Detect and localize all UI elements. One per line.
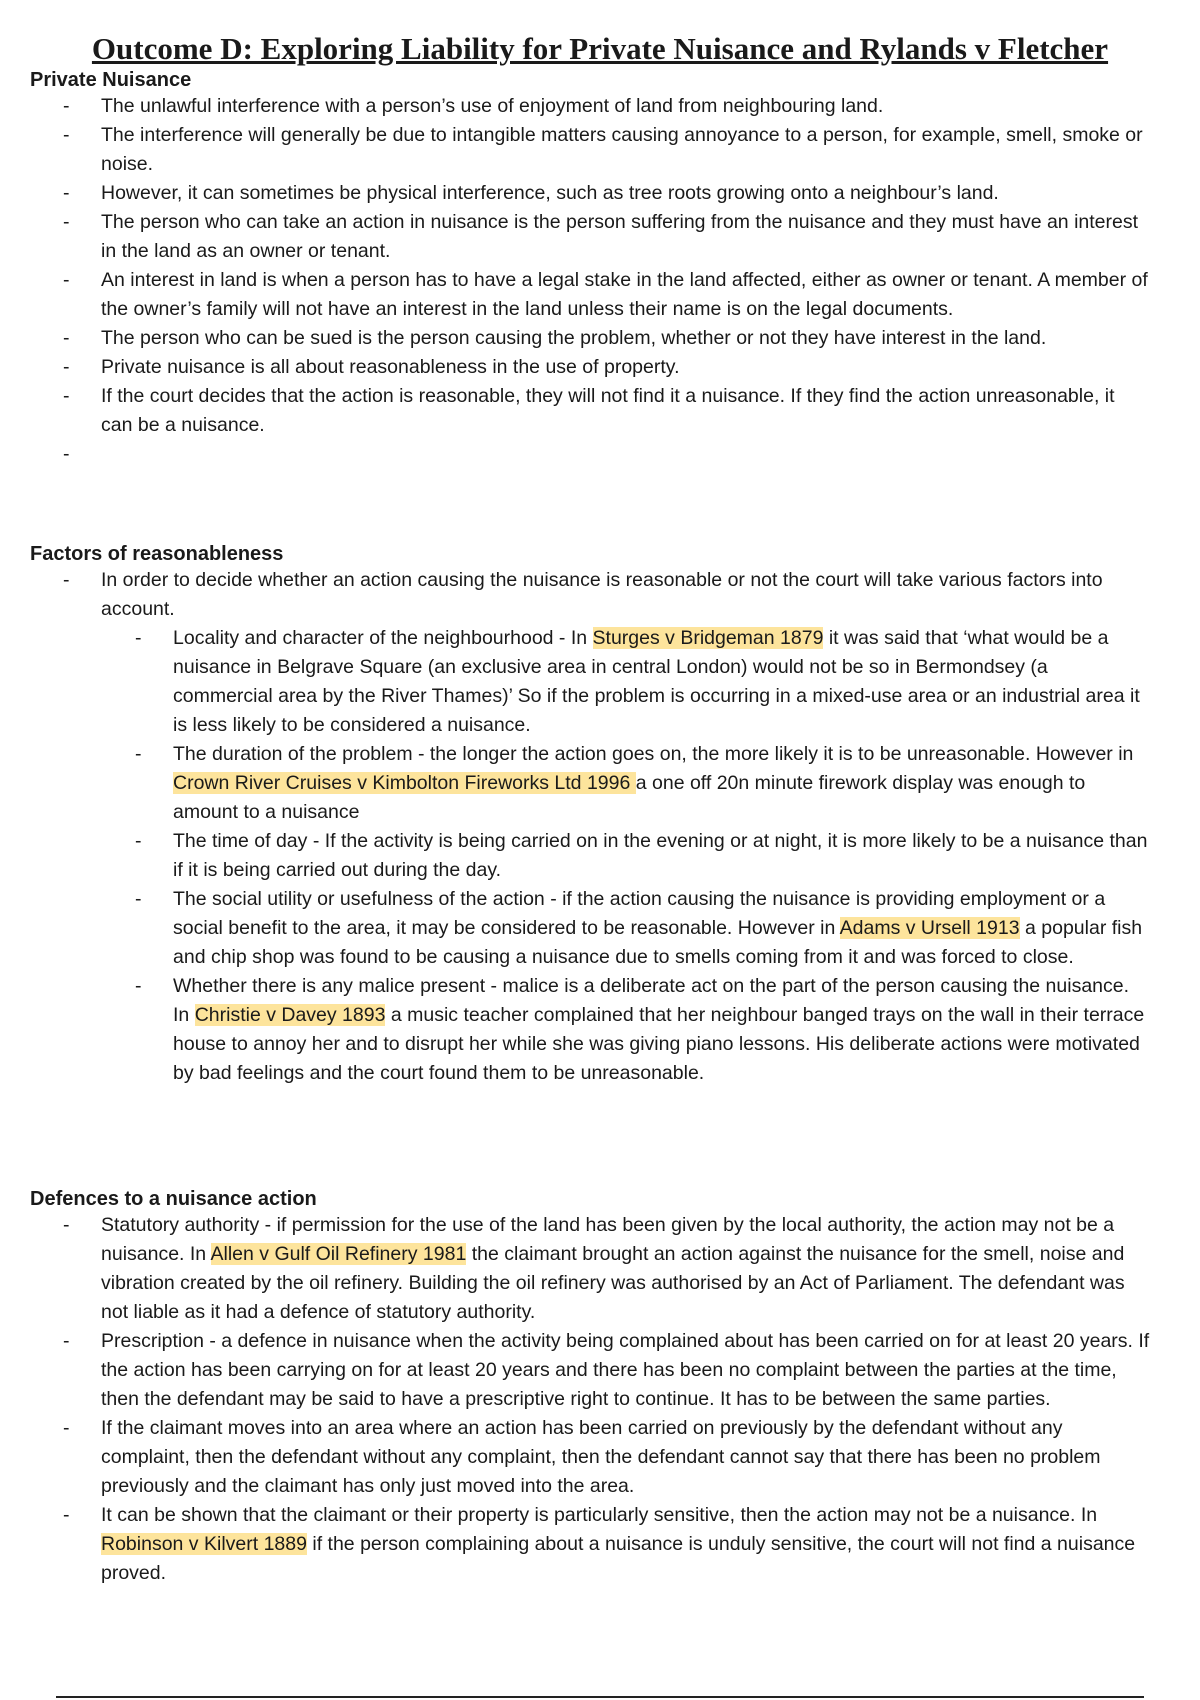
sub-list-item: - The duration of the problem - the longer the action goes on, the more likely it is to be unreasonable. However in Crown River Cruises v Kimbolton Fireworks Ltd 1996 a one off 20n minute firework display was enough to amount to a nuisance [135,743,1134,823]
sub-bullet-list [30,624,1150,1088]
list-item: - The person who can be sued is the person causing the problem, whether or not they have interest in the land. [63,327,1047,349]
page-title: Outcome D: Exploring Liability for Private Nuisance and Rylands v Fletcher [91,31,1109,66]
case-highlight: Christie v Davey 1893 [194,1004,386,1026]
list-item: - If the court decides that the action is reasonable, they will not find it a nuisance. If they find the action unreasonable, it can be a nuisance. [63,385,1115,436]
list-item: - However, it can sometimes be physical interference, such as tree roots growing onto a neighbour’s land. [63,182,999,204]
list-item: - The person who can take an action in nuisance is the person suffering from the nuisance and they must have an interest in the land as an owner or tenant. [63,211,1139,262]
list-item: - Prescription - a defence in nuisance when the activity being complained about has been carried on for at least 20 years. If the action has been carrying on for at least 20 years and there has been no complaint between the parties at the time, then the defendant may be said to have a prescriptive right to continue. It has to be between the same parties. [63,1330,1150,1410]
case-highlight: Allen v Gulf Oil Refinery 1981 [210,1243,467,1265]
list-item: - If the claimant moves into an area where an action has been carried on previously by the defendant without any complaint, then the defendant without any complaint, then the defendant cannot say that there has been no problem previously and the claimant has only just moved into the area. [63,1417,1101,1497]
sub-list-item: - Whether there is any malice present - malice is a deliberate act on the part of the person causing the nuisance. In Christie v Davey 1893 a music teacher complained that her neighbour banged trays on the wall in their terrace house to annoy her and to disrupt her while she was giving piano lessons. His deliberate actions were motivated by bad feelings and the court found them to be unreasonable. [135,975,1145,1084]
list-item: - Private nuisance is all about reasonableness in the use of property. [63,356,680,378]
list-item: - In order to decide whether an action causing the nuisance is reasonable or not the court will take various factors into account. [63,569,1103,620]
section-private-nuisance [30,68,1150,469]
section-factors [30,542,1150,1088]
bullet-list [30,1211,1150,1588]
case-highlight: Sturges v Bridgeman 1879 [592,627,824,649]
case-highlight: Adams v Ursell 1913 [839,917,1020,939]
section-heading: Factors of reasonableness [30,543,284,565]
list-item: - It can be shown that the claimant or their property is particularly sensitive, then the action may not be a nuisance. In Robinson v Kilvert 1889 if the person complaining about a nuisance is unduly sensitive, the court will not find a nuisance proved. [63,1504,1136,1584]
bullet-list [30,92,1150,469]
section-heading: Defences to a nuisance action [30,1188,317,1210]
footer-divider [56,1696,1144,1698]
section-defences [30,1187,1150,1588]
list-item: - An interest in land is when a person has to have a legal stake in the land affected, either as owner or tenant. A member of the owner’s family will not have an interest in the land unless their name is on the legal documents. [63,269,1148,320]
sub-list-item: - The social utility or usefulness of the action - if the action causing the nuisance is providing employment or a social benefit to the area, it may be considered to be reasonable. However in Adams v Ursell 1913 a popular fish and chip shop was found to be causing a nuisance due to smells coming from it and was forced to close. [135,888,1143,968]
sub-list-item: - The time of day - If the activity is being carried on in the evening or at night, it is more likely to be a nuisance than if it is being carried out during the day. [135,830,1148,881]
list-item: - The unlawful interference with a person’s use of enjoyment of land from neighbouring land. [63,95,884,117]
list-item-empty: - [63,443,70,465]
case-highlight: Crown River Cruises v Kimbolton Fireworks Ltd 1996 [173,772,636,794]
list-item: - The interference will generally be due to intangible matters causing annoyance to a person, for example, smell, smoke or noise. [63,124,1143,175]
section-heading: Private Nuisance [30,69,192,91]
bullet-list [30,566,1150,624]
case-highlight: Robinson v Kilvert 1889 [101,1533,307,1555]
sub-list-item: - Locality and character of the neighbourhood - In Sturges v Bridgeman 1879 it was said that ‘what would be a nuisance in Belgrave Square (an exclusive area in central London) would not be so in Bermondsey (a commercial area by the River Thames)’ So if the problem is occurring in a mixed-use area or an industrial area it is less likely to be considered a nuisance. [135,627,1140,736]
list-item: - Statutory authority - if permission for the use of the land has been given by the local authority, the action may not be a nuisance. In Allen v Gulf Oil Refinery 1981 the claimant brought an action against the nuisance for the smell, noise and vibration created by the oil refinery. Building the oil refinery was authorised by an Act of Parliament. The defendant was not liable as it had a defence of statutory authority. [63,1214,1125,1323]
